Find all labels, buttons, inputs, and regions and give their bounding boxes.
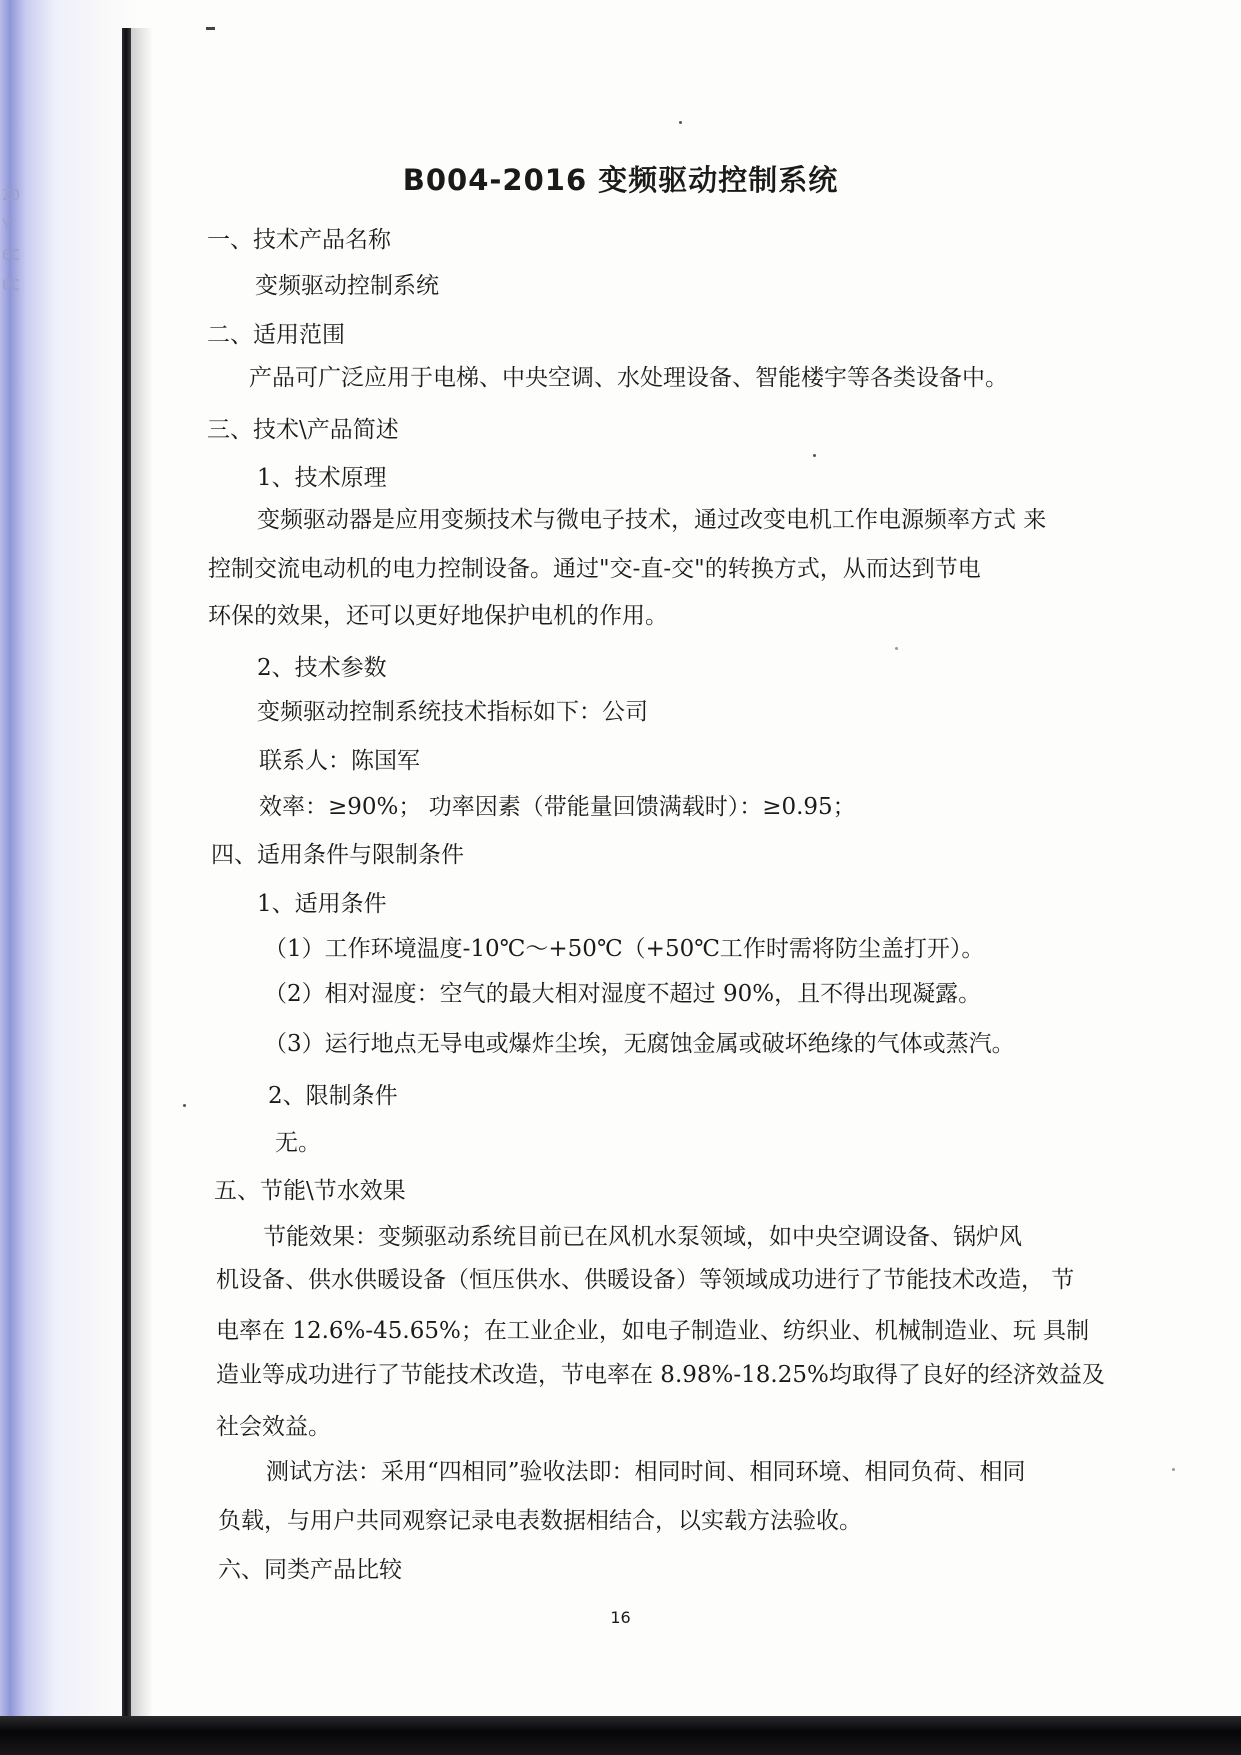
paragraph-line: 控制交流电动机的电力控制设备。通过"交-直-交"的转换方式，从而达到节电 xyxy=(208,556,981,582)
document-title: B004-2016 变频驱动控制系统 xyxy=(402,163,839,197)
binding-spine xyxy=(122,28,131,1718)
subheading-applicable: 1、适用条件 xyxy=(257,891,387,917)
paragraph-line: 环保的效果，还可以更好地保护电机的作用。 xyxy=(208,603,668,629)
scan-mark xyxy=(206,27,215,30)
edge-mark: Y xyxy=(2,216,12,234)
parameters-intro: 变频驱动控制系统技术指标如下：公司 xyxy=(257,699,648,725)
paragraph-line: 造业等成功进行了节能技术改造，节电率在 8.98%-18.25%均取得了良好的经济效益及 xyxy=(216,1362,1105,1388)
edge-mark: ZO xyxy=(2,186,21,204)
paragraph-line: 电率在 12.6%-45.65%；在工业企业，如电子制造业、纺织业、机械制造业、玩 具制 xyxy=(216,1318,1090,1344)
restrictions-text: 无。 xyxy=(275,1130,321,1156)
condition-item: （2）相对湿度：空气的最大相对湿度不超过 90%，且不得出现凝露。 xyxy=(264,981,982,1007)
scan-speck xyxy=(679,121,682,124)
scan-speck xyxy=(895,647,898,650)
section-heading-description: 三、技术\产品简述 xyxy=(207,417,399,443)
scan-speck xyxy=(183,1104,186,1107)
product-name: 变频驱动控制系统 xyxy=(255,273,439,299)
section-heading-product-name: 一、技术产品名称 xyxy=(207,227,391,253)
condition-item: （1）工作环境温度-10℃～+50℃（+50℃工作时需将防尘盖打开）。 xyxy=(264,936,985,962)
paragraph-line: 机设备、供水供暖设备（恒压供水、供暖设备）等领域成功进行了节能技术改造， 节 xyxy=(216,1267,1075,1293)
section-heading-conditions: 四、适用条件与限制条件 xyxy=(211,842,464,868)
section-heading-savings: 五、节能\节水效果 xyxy=(214,1178,406,1204)
paragraph-line: 负载，与用户共同观察记录电表数据相结合，以实载方法验收。 xyxy=(218,1508,862,1534)
section-heading-comparison: 六、同类产品比较 xyxy=(218,1557,402,1583)
spine-shadow xyxy=(131,28,153,1718)
paragraph-line: 测试方法：采用“四相同”验收法即：相同时间、相同环境、相同负荷、相同 xyxy=(266,1459,1026,1485)
section-heading-scope: 二、适用范围 xyxy=(207,322,345,348)
paragraph-line: 变频驱动器是应用变频技术与微电子技术，通过改变电机工作电源频率方式 来 xyxy=(257,507,1047,533)
efficiency-spec: 效率：≥90%； 功率因素（带能量回馈满载时）：≥0.95； xyxy=(259,794,856,820)
scope-text: 产品可广泛应用于电梯、中央空调、水处理设备、智能楼宇等各类设备中。 xyxy=(249,365,1008,391)
edge-mark: 0C xyxy=(2,276,21,294)
scan-speck xyxy=(1172,1468,1175,1471)
subheading-principle: 1、技术原理 xyxy=(257,465,387,491)
paragraph-line: 社会效益。 xyxy=(216,1414,331,1440)
subheading-restrictions: 2、限制条件 xyxy=(268,1083,398,1109)
page-number: 16 xyxy=(610,1608,631,1627)
scan-bottom-edge xyxy=(0,1716,1241,1755)
edge-mark: 0C xyxy=(2,246,21,264)
paragraph-line: 节能效果：变频驱动系统目前已在风机水泵领域，如中央空调设备、锅炉风 xyxy=(263,1224,1022,1250)
subheading-parameters: 2、技术参数 xyxy=(257,655,387,681)
condition-item: （3）运行地点无导电或爆炸尘埃，无腐蚀金属或破坏绝缘的气体或蒸汽。 xyxy=(264,1031,1015,1057)
scan-speck xyxy=(813,454,816,457)
contact-person: 联系人：陈国军 xyxy=(259,748,420,774)
